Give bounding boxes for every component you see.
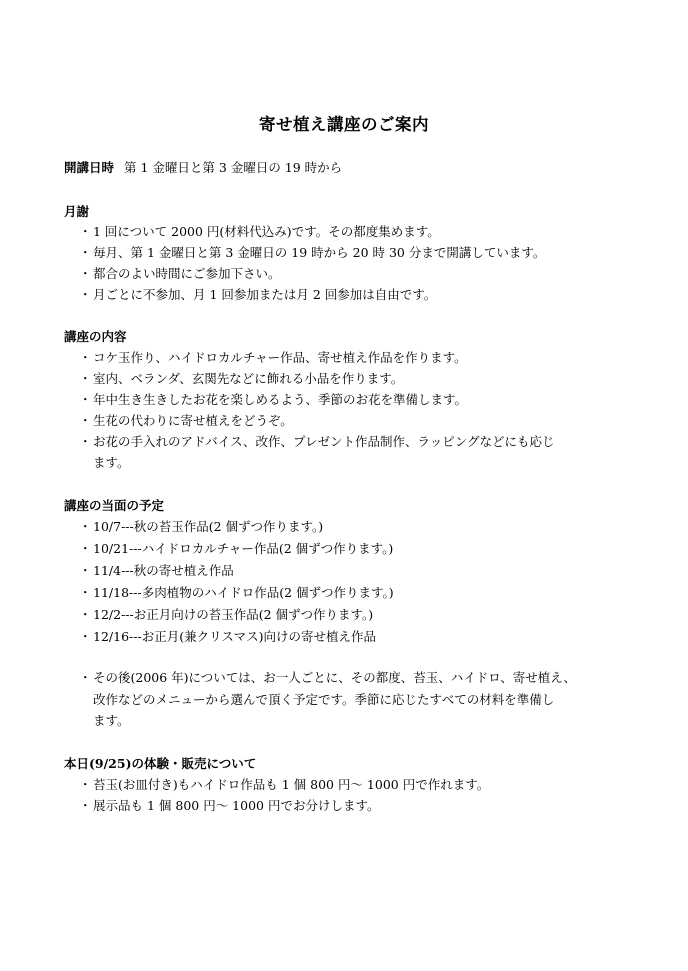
bullet: ・	[79, 413, 92, 428]
note-text-line2: 改作などのメニューから選んで頂く予定です。季節に応じたすべての材料を準備し	[93, 692, 555, 707]
note-item	[79, 667, 576, 688]
list-item-text: 苔玉(お皿付き)もハイドロ作品も 1 個 800 円～ 1000 円で作れます。	[93, 777, 490, 792]
list-item-text: 室内、ベランダ、玄関先などに飾れる小品を作ります。	[93, 371, 404, 386]
section-heading-today: 本日(9/25)の体験・販売について	[64, 756, 257, 771]
schedule-line	[64, 159, 342, 177]
bullet: ・	[79, 245, 92, 260]
list-item-text: 11/4---秋の寄せ植え作品	[93, 563, 234, 578]
bullet: ・	[79, 350, 92, 365]
list-item	[79, 347, 467, 368]
bullet: ・	[79, 434, 92, 449]
list-item	[79, 795, 379, 816]
section-heading-fee: 月謝	[64, 204, 90, 219]
list-item-text: 12/16---お正月(兼クリスマス)向けの寄せ植え作品	[93, 629, 376, 644]
note-text-line3: ます。	[93, 713, 130, 728]
schedule-value: 第 1 金曜日と第 3 金曜日の 19 時から	[124, 160, 343, 175]
bullet: ・	[79, 563, 92, 578]
bullet: ・	[79, 585, 92, 600]
list-item-text: 月ごとに不参加、月 1 回参加または月 2 回参加は自由です。	[93, 287, 437, 302]
note-text-line1: その後(2006 年)については、お一人ごとに、その都度、苔玉、ハイドロ、寄せ植え、	[93, 670, 577, 685]
list-item	[79, 604, 373, 625]
list-item	[79, 284, 436, 305]
list-item-continuation: ます。	[93, 455, 130, 470]
schedule-label: 開講日時	[64, 160, 115, 175]
list-item	[79, 774, 489, 795]
list-item	[79, 410, 293, 431]
section-heading-content: 講座の内容	[64, 329, 127, 344]
list-item	[79, 368, 403, 389]
bullet: ・	[79, 287, 92, 302]
bullet: ・	[79, 798, 92, 813]
list-item-text: 都合のよい時間にご参加下さい。	[93, 266, 281, 281]
list-item-text: 10/21---ハイドロカルチャー作品(2 個ずつ作ります。)	[93, 541, 394, 556]
bullet: ・	[79, 607, 92, 622]
list-item	[79, 582, 394, 603]
bullet: ・	[79, 629, 92, 644]
list-item	[79, 242, 545, 263]
list-item-text: 12/2---お正月向けの苔玉作品(2 個ずつ作ります。)	[93, 607, 374, 622]
list-item-text: 毎月、第 1 金曜日と第 3 金曜日の 19 時から 20 時 30 分まで開講しています。	[93, 245, 546, 260]
list-item-text: 年中生き生きしたお花を楽しめるよう、季節のお花を準備します。	[93, 392, 468, 407]
section-heading-plan: 講座の当面の予定	[64, 498, 165, 513]
list-item-text: お花の手入れのアドバイス、改作、プレゼント作品制作、ラッピングなどにも応じ	[93, 434, 555, 449]
list-item	[79, 538, 393, 559]
bullet: ・	[79, 371, 92, 386]
bullet: ・	[79, 392, 92, 407]
list-item-text: 展示品も 1 個 800 円～ 1000 円でお分けします。	[93, 798, 380, 813]
list-item	[79, 560, 234, 581]
bullet: ・	[79, 266, 92, 281]
list-item	[79, 431, 555, 452]
list-item-text: コケ玉作り、ハイドロカルチャー作品、寄せ植え作品を作ります。	[93, 350, 467, 365]
bullet: ・	[79, 541, 92, 556]
list-item	[79, 626, 376, 647]
list-item	[79, 221, 440, 242]
bullet: ・	[79, 519, 92, 534]
list-item-text: 10/7---秋の苔玉作品(2 個ずつ作ります。)	[93, 519, 324, 534]
list-item	[79, 263, 281, 284]
page-title: 寄せ植え講座のご案内	[259, 115, 429, 134]
bullet: ・	[79, 224, 92, 239]
list-item-text: 1 回について 2000 円(材料代込み)です。その都度集めます。	[93, 224, 440, 239]
bullet: ・	[79, 777, 92, 792]
bullet: ・	[79, 670, 92, 685]
list-item-text: 11/18---多肉植物のハイドロ作品(2 個ずつ作ります。)	[93, 585, 394, 600]
list-item	[79, 516, 323, 537]
list-item	[79, 389, 467, 410]
list-item-text: 生花の代わりに寄せ植えをどうぞ。	[93, 413, 293, 428]
